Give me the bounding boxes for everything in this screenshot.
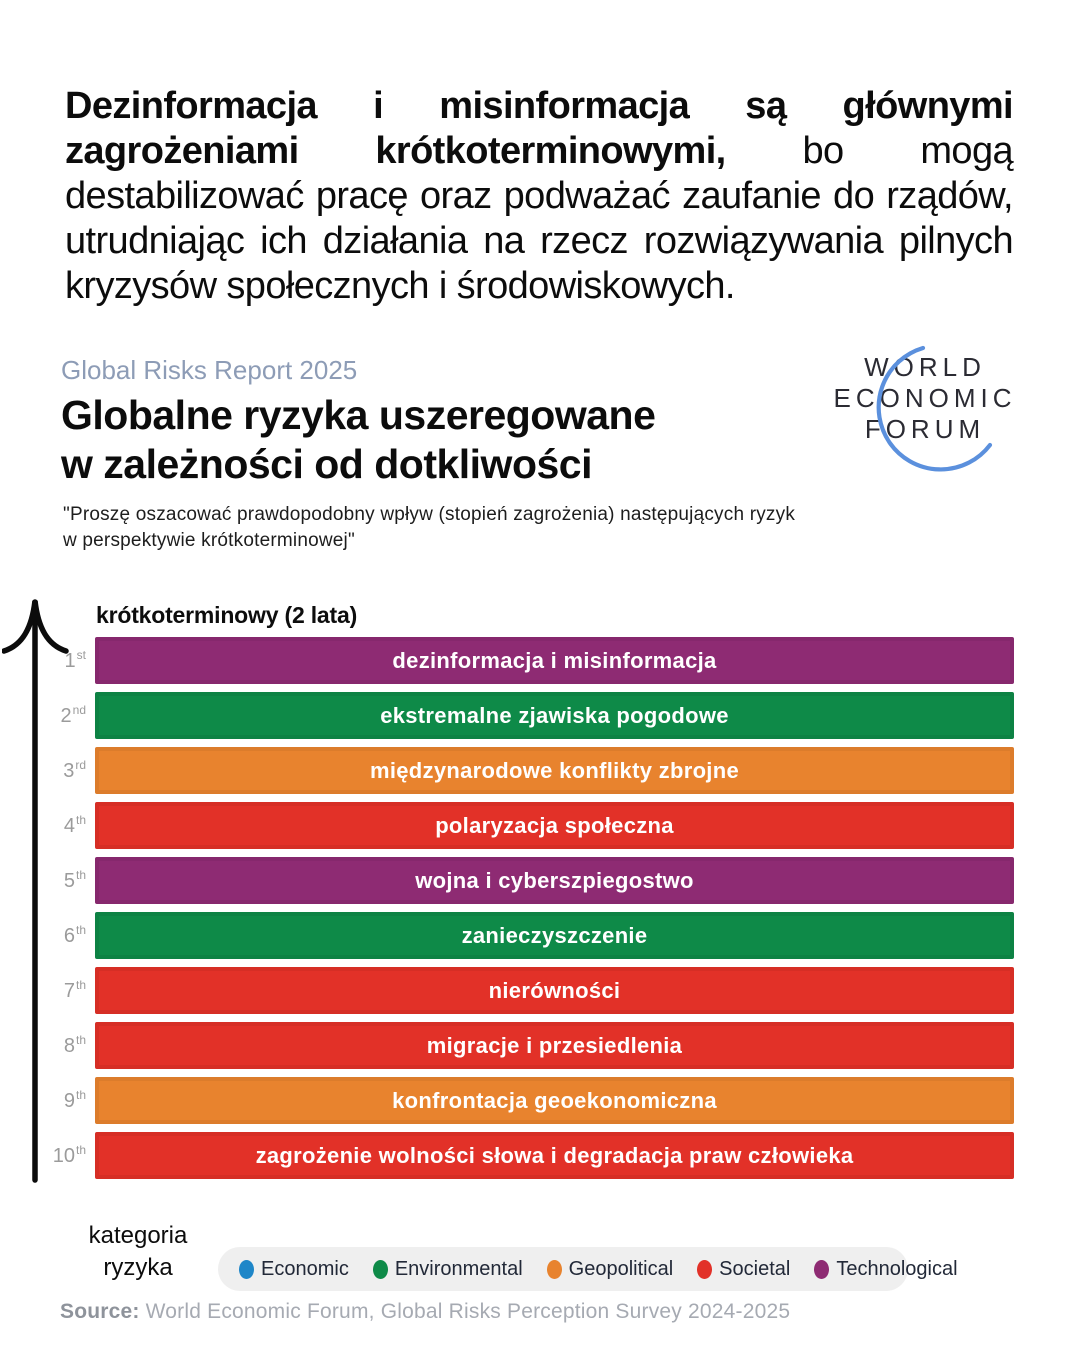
risk-row: [0, 1022, 1014, 1069]
legend-title-line2: ryzyka: [103, 1254, 173, 1281]
legend-title: [62, 1220, 214, 1284]
survey-question-line2: w perspektywie krótkoterminowej": [63, 530, 355, 551]
wef-logo-word: WORLD: [864, 352, 986, 382]
risk-bar: konfrontacja geoekonomiczna: [95, 1077, 1014, 1124]
risk-bar: polaryzacja społeczna: [95, 802, 1014, 849]
risk-bar: dezinformacja i misinformacja: [95, 637, 1014, 684]
wef-logo-forum: FORUM: [864, 414, 986, 444]
rank-number: 4: [63, 814, 75, 837]
source-text: World Economic Forum, Global Risks Perception Survey 2024-2025: [139, 1300, 791, 1323]
legend-item-label: Technological: [836, 1257, 958, 1280]
risk-row: [0, 912, 1014, 959]
rank-number: 7: [63, 979, 75, 1002]
category-legend: [218, 1247, 958, 1291]
rank-label: [0, 857, 86, 904]
rank-ordinal-suffix: st: [76, 647, 86, 662]
rank-number: 1: [64, 649, 76, 672]
report-label: Global Risks Report 2025: [61, 355, 358, 385]
rank-number: 2: [60, 704, 72, 727]
rank-number: 5: [63, 869, 75, 892]
rank-label: [0, 1132, 86, 1179]
risk-row: [0, 857, 1014, 904]
risk-row: [0, 637, 1014, 684]
legend-item: [697, 1258, 790, 1281]
rank-ordinal-suffix: th: [75, 1087, 86, 1102]
risk-row: [0, 802, 1014, 849]
legend-item-label: Environmental: [394, 1257, 523, 1280]
headline: [65, 84, 1013, 309]
rank-ordinal-suffix: th: [75, 1142, 86, 1157]
headline-bold: Dezinformacja i misinformacja są głównymi zagrożeniami krótkoterminowymi,: [65, 85, 1013, 172]
risk-bar: nierówności: [95, 967, 1014, 1014]
risk-row: [0, 747, 1014, 794]
legend-item-label: Economic: [261, 1257, 349, 1280]
risk-bar: ekstremalne zjawiska pogodowe: [95, 692, 1014, 739]
risk-bar: wojna i cyberszpiegostwo: [95, 857, 1014, 904]
rank-ordinal-suffix: th: [75, 867, 86, 882]
risk-bar: międzynarodowe konflikty zbrojne: [95, 747, 1014, 794]
rank-ordinal-suffix: th: [75, 812, 86, 827]
legend-dot-icon: [239, 1260, 254, 1279]
legend-item: [814, 1258, 957, 1281]
source-line: [60, 1300, 790, 1324]
rank-label: [0, 967, 86, 1014]
rank-ordinal-suffix: th: [75, 922, 86, 937]
rank-ordinal-suffix: th: [75, 1032, 86, 1047]
risk-bar: zanieczyszczenie: [95, 912, 1014, 959]
timeframe-label: krótkoterminowy (2 lata): [96, 602, 358, 628]
source-prefix: Source:: [60, 1300, 140, 1323]
rank-label: [0, 692, 86, 739]
rank-number: 3: [63, 759, 75, 782]
wef-logo: [826, 352, 1024, 445]
rank-label: [0, 912, 86, 959]
rank-ordinal-suffix: th: [75, 977, 86, 992]
legend-item-label: Societal: [719, 1257, 791, 1280]
legend-item-label: Geopolitical: [568, 1257, 674, 1280]
rank-number: 6: [63, 924, 75, 947]
risk-row: [0, 1132, 1014, 1179]
rank-label: [0, 802, 86, 849]
rank-number: 8: [63, 1034, 75, 1057]
survey-question-line1: "Proszę oszacować prawdopodobny wpływ (stopień zagrożenia) następujących ryzyk: [63, 504, 796, 525]
legend-dot-icon: [373, 1260, 388, 1279]
risk-row: [0, 692, 1014, 739]
page-title-line1: Globalne ryzyka uszeregowane: [61, 392, 656, 438]
rank-label: [0, 1077, 86, 1124]
survey-question-quote: [63, 502, 795, 554]
risk-row: [0, 1077, 1014, 1124]
rank-label: [0, 1022, 86, 1069]
page-title-line2: w zależności od dotkliwości: [61, 441, 592, 487]
wef-logo-economic: ECONOMIC: [833, 383, 1017, 413]
rank-label: [0, 637, 86, 684]
rank-number: 10: [52, 1144, 75, 1167]
rank-ordinal-suffix: rd: [75, 757, 86, 772]
page-title: [61, 391, 655, 489]
legend-title-line1: kategoria: [88, 1222, 188, 1249]
headline-regular: bo mogą destabilizować pracę oraz podważać zaufanie do rządów, utrudniając ich działania na rzecz rozwiązywania pilnych kryzysów społecznych i środowiskowych.: [65, 130, 1014, 307]
risk-bar: zagrożenie wolności słowa i degradacja praw człowieka: [95, 1132, 1014, 1179]
risk-row: [0, 967, 1014, 1014]
legend-item: [239, 1258, 349, 1281]
risk-bar: migracje i przesiedlenia: [95, 1022, 1014, 1069]
legend-item: [373, 1258, 523, 1281]
legend-dot-icon: [697, 1260, 712, 1279]
rank-label: [0, 747, 86, 794]
rank-ordinal-suffix: nd: [72, 702, 86, 717]
rank-number: 9: [63, 1089, 75, 1112]
legend-dot-icon: [547, 1260, 562, 1279]
legend-dot-icon: [814, 1260, 829, 1279]
risk-ranking-chart: [0, 637, 1014, 1187]
legend-item: [547, 1258, 674, 1281]
